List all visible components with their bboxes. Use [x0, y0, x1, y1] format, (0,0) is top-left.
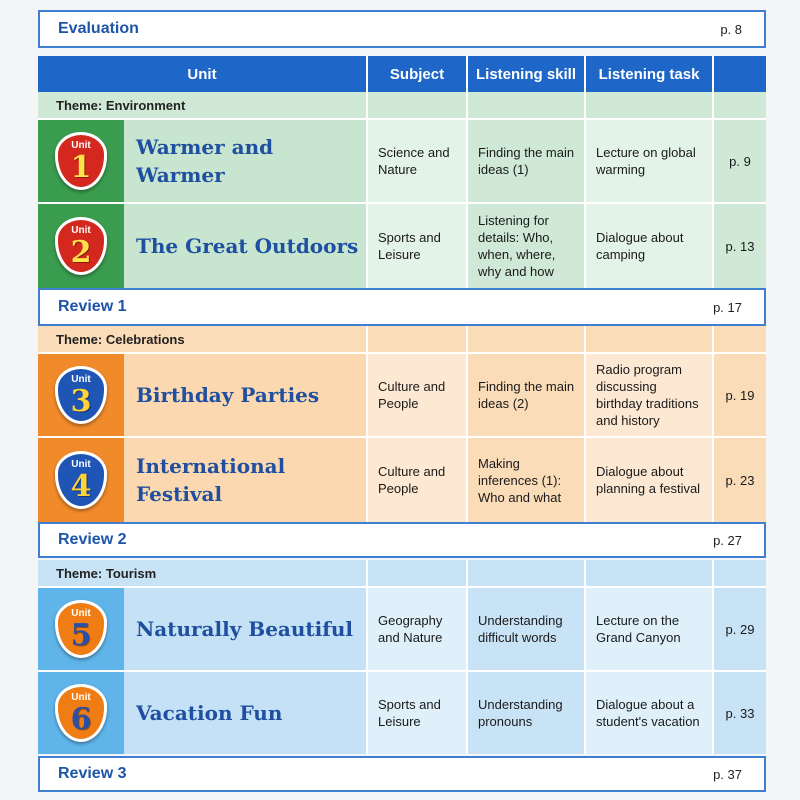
- table-header: [38, 56, 766, 92]
- evaluation-bar: [38, 10, 766, 48]
- unit-badge-icon: Unit 4: [55, 451, 107, 509]
- theme-environment-row: [38, 92, 766, 118]
- unit-badge-icon: Unit 3: [55, 366, 107, 424]
- table-row: [38, 586, 766, 670]
- unit-badge-icon: Unit 5: [55, 600, 107, 658]
- unit-skill: Finding the main ideas (2): [468, 354, 586, 436]
- unit-page: p. 9: [714, 120, 766, 202]
- header-page: [714, 56, 766, 92]
- theme-label: Theme: Environment: [38, 92, 368, 118]
- header-listening-skill: Listening skill: [468, 56, 586, 92]
- unit-task: Lecture on the Grand Canyon: [586, 588, 714, 670]
- header-listening-task: Listening task: [586, 56, 714, 92]
- unit-skill: Finding the main ideas (1): [468, 120, 586, 202]
- unit-badge-icon: Unit 1: [55, 132, 107, 190]
- unit-skill: Listening for details: Who, when, where, why and how: [468, 204, 586, 288]
- unit-subject: Culture and People: [368, 438, 468, 522]
- review-label: Review 3: [58, 765, 127, 782]
- unit-title: Birthday Parties: [124, 354, 368, 436]
- theme-tourism-row: [38, 560, 766, 586]
- theme-label: Theme: Celebrations: [38, 326, 368, 352]
- unit-page: p. 29: [714, 588, 766, 670]
- evaluation-page: p. 8: [720, 21, 742, 37]
- unit-skill: Making inferences (1): Who and what: [468, 438, 586, 522]
- unit-page: p. 23: [714, 438, 766, 522]
- unit-subject: Geography and Nature: [368, 588, 468, 670]
- header-subject: Subject: [368, 56, 468, 92]
- review-1-bar: [38, 288, 766, 326]
- unit-skill: Understanding pronouns: [468, 672, 586, 754]
- unit-badge-icon: Unit 6: [55, 684, 107, 742]
- unit-task: Lecture on global warming: [586, 120, 714, 202]
- unit-task: Radio program discussing birthday traditions and history: [586, 354, 714, 436]
- unit-task: Dialogue about a student's vacation: [586, 672, 714, 754]
- unit-title: Vacation Fun: [124, 672, 368, 754]
- table-row: [38, 670, 766, 754]
- review-2-bar: [38, 522, 766, 558]
- evaluation-label: Evaluation: [58, 20, 139, 37]
- review-label: Review 2: [58, 531, 127, 548]
- review-page: p. 27: [713, 532, 742, 548]
- unit-title: The Great Outdoors: [124, 204, 368, 288]
- unit-page: p. 33: [714, 672, 766, 754]
- unit-page: p. 13: [714, 204, 766, 288]
- header-unit: Unit: [38, 56, 368, 92]
- unit-subject: Sports and Leisure: [368, 672, 468, 754]
- unit-title: International Festival: [124, 438, 368, 522]
- table-row: [38, 352, 766, 436]
- review-3-bar: [38, 756, 766, 792]
- review-label: Review 1: [58, 298, 127, 315]
- review-page: p. 37: [713, 766, 742, 782]
- unit-title: Naturally Beautiful: [124, 588, 368, 670]
- table-row: [38, 118, 766, 202]
- unit-task: Dialogue about camping: [586, 204, 714, 288]
- unit-badge-icon: Unit 2: [55, 217, 107, 275]
- table-row: [38, 436, 766, 522]
- unit-subject: Culture and People: [368, 354, 468, 436]
- table-row: [38, 202, 766, 288]
- theme-label: Theme: Tourism: [38, 560, 368, 586]
- unit-skill: Understanding difficult words: [468, 588, 586, 670]
- review-page: p. 17: [713, 299, 742, 315]
- unit-subject: Science and Nature: [368, 120, 468, 202]
- theme-celebrations-row: [38, 326, 766, 352]
- unit-subject: Sports and Leisure: [368, 204, 468, 288]
- unit-task: Dialogue about planning a festival: [586, 438, 714, 522]
- unit-title: Warmer and Warmer: [124, 120, 368, 202]
- unit-page: p. 19: [714, 354, 766, 436]
